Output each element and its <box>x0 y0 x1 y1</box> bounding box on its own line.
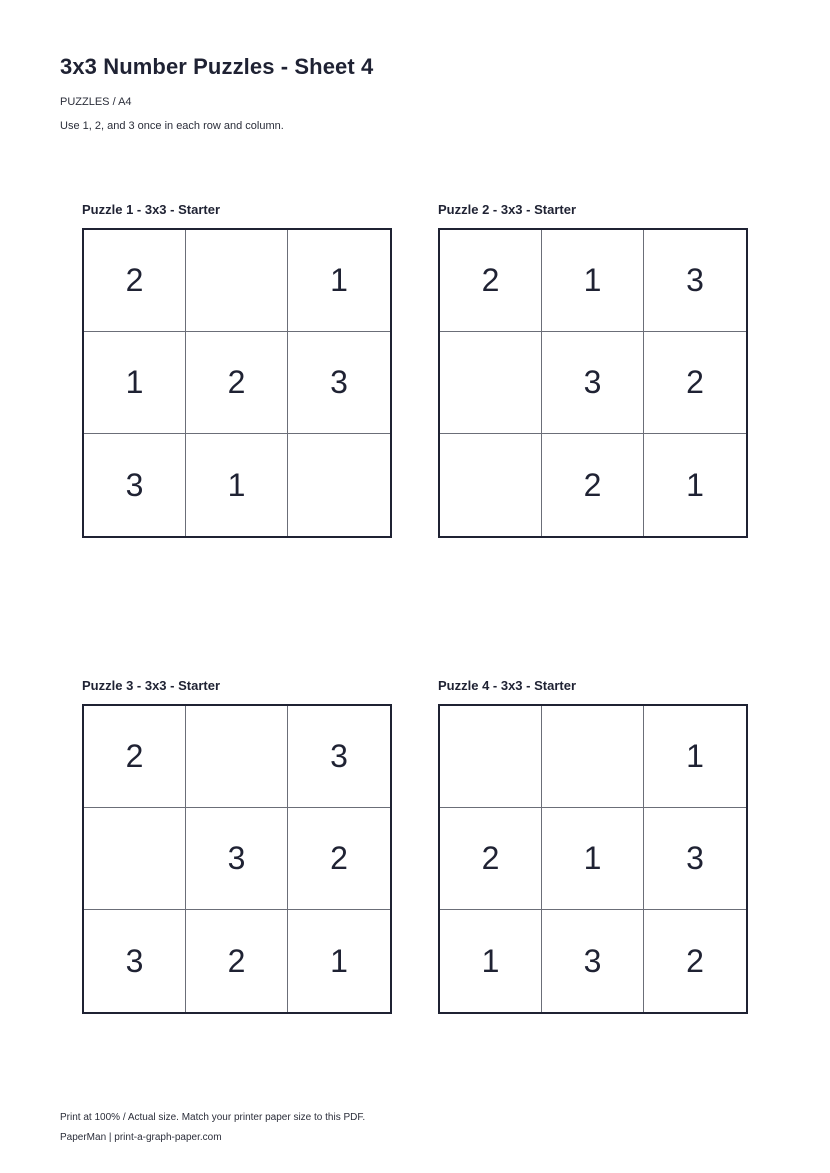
grid-cell: 3 <box>288 332 390 434</box>
grid-cell <box>440 434 542 536</box>
grid-cell: 3 <box>542 910 644 1012</box>
print-instructions: Print at 100% / Actual size. Match your printer paper size to this PDF. <box>60 1112 366 1123</box>
grid-cell: 2 <box>186 332 288 434</box>
page-subtitle: PUZZLES / A4 <box>60 96 132 108</box>
grid-cell: 3 <box>288 706 390 808</box>
puzzle-grid <box>82 228 392 538</box>
grid-cell: 2 <box>440 808 542 910</box>
grid-cell: 1 <box>440 910 542 1012</box>
puzzle-grid <box>82 704 392 1014</box>
grid-cell: 1 <box>542 230 644 332</box>
puzzle-label: Puzzle 2 - 3x3 - Starter <box>438 202 576 217</box>
grid-cell: 2 <box>84 706 186 808</box>
puzzle-grid <box>438 228 748 538</box>
grid-cell: 1 <box>330 942 348 979</box>
grid-cell: 1 <box>644 706 746 808</box>
grid-cell: 3 <box>84 910 186 1012</box>
footer-brand: PaperMan | print-a-graph-paper.com <box>60 1132 222 1143</box>
puzzle-grid <box>438 704 748 1014</box>
grid-cell: 3 <box>644 230 746 332</box>
grid-cell <box>186 230 288 332</box>
instructions-text: Use 1, 2, and 3 once in each row and column. <box>60 120 284 132</box>
grid-cell: 1 <box>542 808 644 910</box>
grid-cell: 2 <box>686 942 704 979</box>
grid-cell: 1 <box>186 434 288 536</box>
grid-cell: 2 <box>84 230 186 332</box>
grid-cell <box>288 434 390 536</box>
grid-cell: 2 <box>288 808 390 910</box>
grid-cell: 3 <box>542 332 644 434</box>
grid-cell: 2 <box>644 332 746 434</box>
grid-cell: 2 <box>186 910 288 1012</box>
grid-cell <box>440 332 542 434</box>
grid-cell: 3 <box>84 434 186 536</box>
puzzle-label: Puzzle 3 - 3x3 - Starter <box>82 678 220 693</box>
puzzle-label: Puzzle 1 - 3x3 - Starter <box>82 202 220 217</box>
grid-cell <box>186 706 288 808</box>
grid-cell <box>542 706 644 808</box>
grid-cell <box>440 706 542 808</box>
grid-cell: 3 <box>644 808 746 910</box>
grid-cell: 1 <box>686 466 704 503</box>
page-title: 3x3 Number Puzzles - Sheet 4 <box>60 54 374 79</box>
grid-cell: 3 <box>186 808 288 910</box>
puzzle-label: Puzzle 4 - 3x3 - Starter <box>438 678 576 693</box>
grid-cell <box>84 808 186 910</box>
grid-cell: 2 <box>542 434 644 536</box>
grid-cell: 1 <box>84 332 186 434</box>
grid-cell: 2 <box>440 230 542 332</box>
grid-cell: 1 <box>288 230 390 332</box>
